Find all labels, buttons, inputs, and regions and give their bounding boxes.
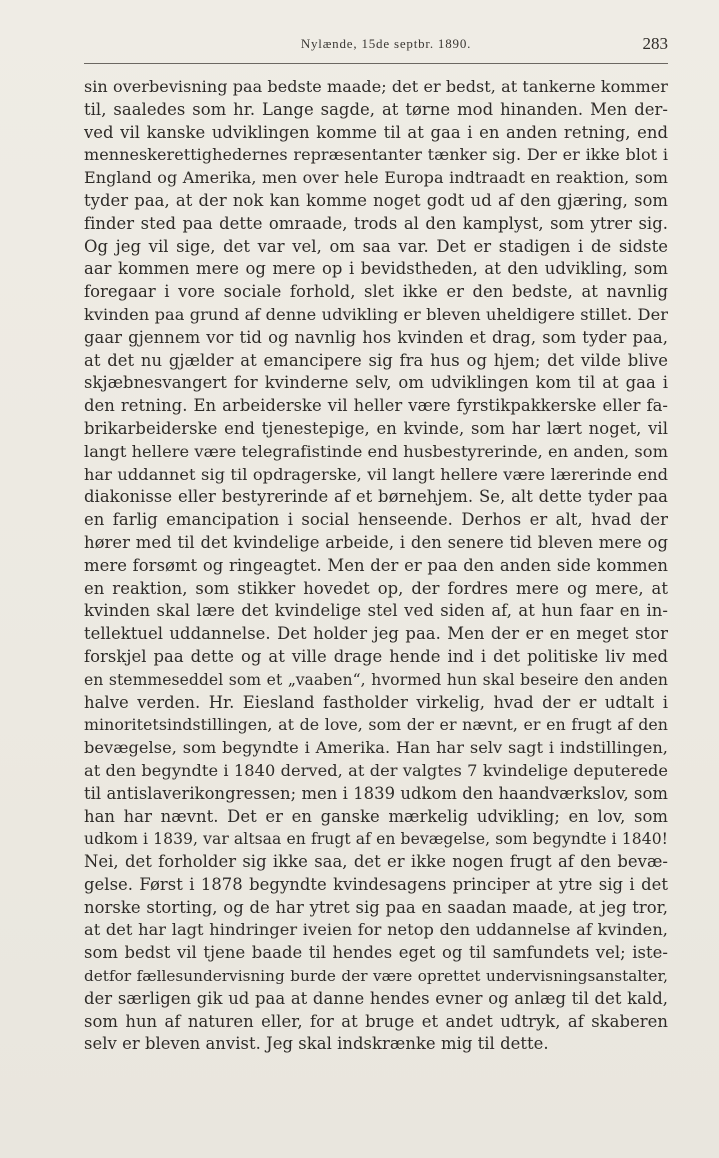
text-line: sin overbevisning paa bedste maade; det er bedst, at tankerne kommer — [84, 77, 668, 96]
text-line: tyder paa, at der nok kan komme noget godt ud af den gjæring, som — [84, 190, 668, 210]
text-line: menneskerettighedernes repræsentanter tænker sig. Der er ikke blot i — [84, 145, 668, 165]
page-header — [84, 34, 668, 58]
text-line: til, saaledes som hr. Lange sagde, at tørne mod hinanden. Men der- — [84, 99, 668, 119]
text-line: langt hellere være telegrafistinde end husbestyrerinde, en anden, som — [84, 441, 668, 461]
text-line: halve verden. Hr. Eiesland fastholder virkelig, hvad der er udtalt i — [84, 692, 668, 712]
text-line: den retning. En arbeiderske vil heller være fyrstikpakkerske eller fa- — [84, 396, 668, 416]
running-head: Nylænde, 15de septbr. 1890. — [300, 36, 472, 51]
text-line: aar kommen mere og mere op i bevidstheden, at den udvikling, som — [84, 259, 668, 279]
text-line: som hun af naturen eller, for at bruge et andet udtryk, af skaberen — [84, 1011, 668, 1031]
text-line: en farlig emancipation i social henseende. Derhos er alt, hvad der — [84, 510, 668, 530]
text-line: Nei, det forholder sig ikke saa, det er ikke nogen frugt af den bevæ- — [84, 852, 668, 872]
text-line: mere forsømt og ringeagtet. Men der er paa den anden side kommen — [84, 555, 668, 575]
text-line: selv er bleven anvist. Jeg skal indskrænke mig til dette. — [84, 1034, 549, 1054]
header-rule — [84, 63, 668, 64]
page-number: 283 — [642, 34, 668, 53]
text-line: udkom i 1839, var altsaa en frugt af en bevægelse, som begyndte i 1840! — [84, 830, 668, 849]
text-line: han har nævnt. Det er en ganske mærkelig udvikling; en lov, som — [84, 806, 668, 826]
text-line: hører med til det kvindelige arbeide, i den senere tid bleven mere og — [84, 532, 668, 552]
text-line: har uddannet sig til opdragerske, vil langt hellere være lærerinde end — [84, 464, 668, 484]
text-line: at det nu gjælder at emancipere sig fra hus og hjem; det vilde blive — [84, 350, 668, 370]
text-line: der særligen gik ud paa at danne hendes evner og anlæg til det kald, — [84, 988, 668, 1008]
text-line: gaar gjennem vor tid og navnlig hos kvinden et drag, som tyder paa, — [84, 327, 668, 347]
text-line: foregaar i vore sociale forhold, slet ikke er den bedste, at navnlig — [84, 282, 668, 302]
text-line: bevægelse, som begyndte i Amerika. Han har selv sagt i indstillingen, — [84, 738, 668, 758]
body-text — [84, 76, 668, 1056]
text-line: en reaktion, som stikker hovedet op, der fordres mere og mere, at — [84, 578, 668, 598]
text-line: gelse. Først i 1878 begyndte kvindesagens principer at ytre sig i det — [84, 874, 668, 894]
text-line: en stemmeseddel som et „vaaben“, hvormed hun skal beseire den anden — [84, 670, 668, 689]
text-line: brikarbeiderske end tjenestepige, en kvinde, som har lært noget, vil — [84, 418, 668, 438]
text-line: diakonisse eller bestyrerinde af et børnehjem. Se, alt dette tyder paa — [84, 487, 668, 507]
text-line: til antislaverikongressen; men i 1839 udkom den haandværkslov, som — [84, 783, 668, 803]
text-line: skjæbnesvangert for kvinderne selv, om udviklingen kom til at gaa i — [84, 373, 668, 393]
text-line: at den begyndte i 1840 derved, at der valgtes 7 kvindelige deputerede — [84, 760, 668, 780]
text-line: England og Amerika, men over hele Europa indtraadt en reaktion, som — [84, 168, 668, 188]
text-line: ved vil kanske udviklingen komme til at gaa i en anden retning, end — [84, 122, 668, 142]
text-line: Og jeg vil sige, det var vel, om saa var. Det er stadigen i de sidste — [84, 236, 668, 256]
text-line: norske storting, og de har ytret sig paa en saadan maade, at jeg tror, — [84, 897, 668, 917]
text-line: forskjel paa dette og at ville drage hende ind i det politiske liv med — [84, 646, 668, 666]
text-line: detfor fællesundervisning burde der være oprettet undervisningsanstalter, — [84, 967, 668, 986]
text-line: kvinden skal lære det kvindelige stel ved siden af, at hun faar en in- — [84, 601, 668, 621]
text-line: som bedst vil tjene baade til hendes eget og til samfundets vel; iste- — [84, 943, 668, 963]
text-line: kvinden paa grund af denne udvikling er bleven uheldigere stillet. Der — [84, 304, 668, 324]
text-line: finder sted paa dette omraade, trods al den kamplyst, som ytrer sig. — [84, 213, 668, 233]
text-line: at det har lagt hindringer iveien for netop den uddannelse af kvinden, — [84, 920, 668, 940]
text-line: tellektuel uddannelse. Det holder jeg paa. Men der er en meget stor — [84, 624, 668, 644]
text-line: minoritetsindstillingen, at de love, som der er nævnt, er en frugt af den — [84, 715, 668, 735]
